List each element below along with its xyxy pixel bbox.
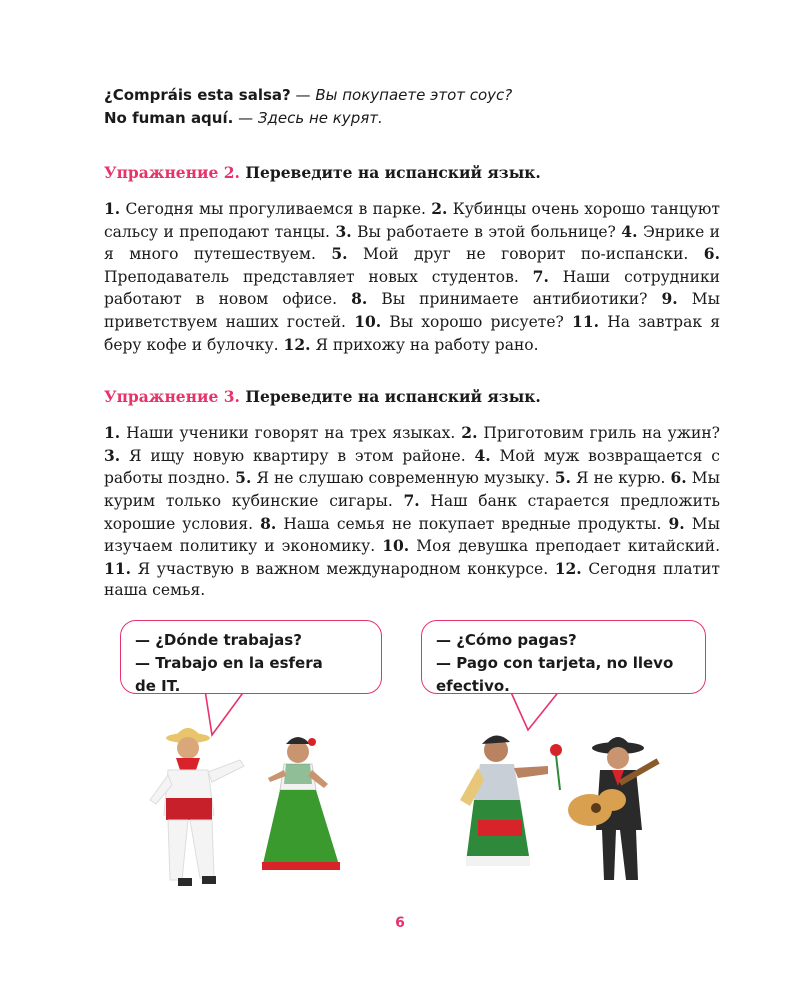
- item-text: Я не курю.: [576, 469, 666, 488]
- speech-bubble-left: [120, 620, 382, 694]
- item-number: 11.: [572, 311, 600, 331]
- speech-bubble-right: [421, 620, 706, 694]
- page-number: 6: [395, 915, 405, 931]
- bubble-line: de IT.: [135, 677, 181, 695]
- item-number: 4.: [621, 221, 638, 241]
- item-number: 3.: [335, 221, 352, 241]
- item-number: 3.: [104, 445, 121, 465]
- item-text: Мы изучаем политику и экономику.: [104, 514, 720, 556]
- example-spanish: No fuman aquí.: [104, 109, 234, 127]
- item-number: 4.: [474, 445, 491, 465]
- exercise-instruction: Переведите на испанский язык.: [245, 387, 541, 407]
- woman-with-flower-figure: [460, 735, 562, 866]
- item-number: 1.: [104, 423, 121, 443]
- item-text: Мы приветствуем наших гостей.: [104, 290, 720, 331]
- item-number: 8.: [260, 513, 277, 533]
- example-russian: Здесь не курят.: [257, 109, 383, 127]
- item-text: Мы курим только кубинские сигары.: [104, 469, 720, 510]
- item-number: 10.: [354, 311, 382, 331]
- item-number: 6.: [703, 244, 720, 264]
- item-number: 11.: [104, 558, 131, 578]
- item-number: 8.: [351, 289, 368, 309]
- item-text: Кубинцы очень хорошо танцуют сальсу и преподают танцы.: [104, 200, 720, 241]
- item-number: 12.: [283, 334, 311, 354]
- mariachi-guitarist-figure: [568, 737, 660, 880]
- item-number: 5.: [235, 468, 252, 488]
- exercise-label: Упражнение 2.: [104, 163, 240, 182]
- item-text: Сегодня мы прогуливаемся в парке.: [125, 200, 426, 218]
- bubble-line: efectivo.: [436, 677, 510, 695]
- bubble-line: — ¿Dónde trabajas?: [135, 631, 302, 649]
- item-text: Вы принимаете антибиотики?: [381, 290, 648, 309]
- item-text: Преподаватель представляет новых студентов.: [104, 267, 519, 286]
- item-text: Сегодня платит наша семья.: [104, 559, 720, 600]
- example-spanish: ¿Compráis esta salsa?: [104, 86, 291, 104]
- item-number: 7.: [532, 266, 549, 286]
- dash: —: [290, 86, 316, 104]
- bubble-line: — Trabajo en la esfera: [135, 654, 323, 672]
- item-text: Наши сотрудники работают в новом офисе.: [104, 267, 721, 309]
- exercise-label: Упражнение 3.: [104, 387, 240, 407]
- dash: —: [233, 109, 258, 127]
- woman-dancer-green-figure: [262, 737, 340, 870]
- item-text: Мой друг не говорит по-испански.: [363, 245, 689, 264]
- item-number: 10.: [382, 536, 410, 556]
- item-number: 6.: [670, 468, 687, 488]
- man-dancer-figure: [150, 728, 244, 886]
- item-text: Я прихожу на работу рано.: [315, 335, 539, 354]
- item-number: 1.: [104, 199, 121, 218]
- item-number: 5.: [331, 244, 348, 264]
- item-text: Приготовим гриль на ужин?: [483, 424, 720, 443]
- item-number: 5.: [554, 468, 571, 488]
- item-text: Я не слушаю современную музыку.: [256, 469, 550, 488]
- item-number: 12.: [554, 558, 582, 578]
- bubble-line: — ¿Cómo pagas?: [436, 631, 577, 649]
- item-text: Я участвую в важном международном конкурсе.: [137, 559, 549, 578]
- item-text: Наши ученики говорят на трех языках.: [126, 424, 456, 443]
- exercise-instruction: Переведите на испанский язык.: [245, 163, 541, 182]
- item-text: Вы хорошо рисуете?: [389, 312, 564, 331]
- item-number: 9.: [661, 289, 678, 309]
- item-number: 2.: [431, 199, 448, 218]
- item-text: Вы работаете в этой больнице?: [357, 222, 616, 241]
- item-text: Энрике и я много путешествуем.: [104, 222, 721, 264]
- item-number: 7.: [403, 490, 420, 510]
- example-russian: Вы покупаете этот соус?: [315, 86, 513, 104]
- bubble-line: — Pago con tarjeta, no llevo: [436, 654, 674, 672]
- item-text: На завтрак я беру кофе и булочку.: [104, 312, 720, 354]
- item-text: Наша семья не покупает вредные продукты.: [283, 514, 662, 533]
- item-text: Я ищу новую квартиру в этом районе.: [129, 446, 466, 465]
- item-number: 9.: [668, 513, 685, 533]
- item-text: Мой муж возвращается с работы поздно.: [104, 446, 720, 488]
- item-text: Моя девушка преподает китайский.: [416, 537, 721, 556]
- item-number: 2.: [461, 423, 478, 443]
- item-text: Наш банк старается предложить хорошие условия.: [104, 491, 720, 533]
